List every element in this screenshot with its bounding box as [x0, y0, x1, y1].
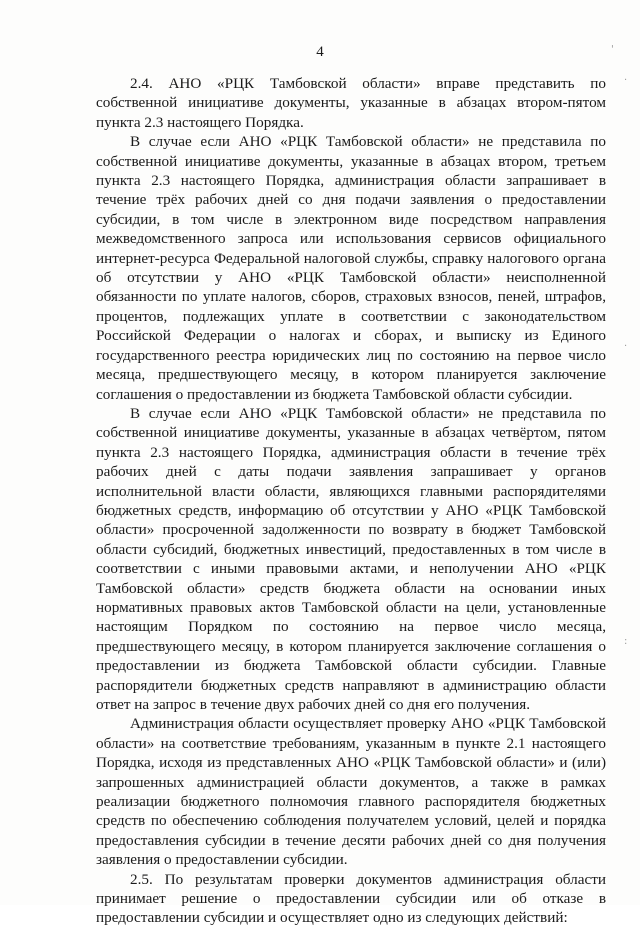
scan-speck: :: [624, 636, 628, 647]
paragraph-request-debt-info: В случае если АНО «РЦК Тамбовской области» не представила по собственной инициативе документы, указанные в абзацах четвёртом, пятом пункта 2.3 настоящего Порядка, администрация области в течение трёх рабочих дней с даты подачи заявления запрашивает у органов исполнительной власти области, являющихся главными распорядителями бюджетных средств, информацию об отсутствии у АНО «РЦК Тамбовской области» просроченной задолженности по возврату в бюджет Тамбовской области субсидий, бюджетных инвестиций, предоставленных в том числе в соответствии с иными правовыми актами, и неполучении АНО «РЦК Тамбовской области» средств бюджета области на основании иных нормативных правовых актов Тамбовской области на цели, установленные настоящим Порядком по состоянию на первое число месяца, предшествующего месяцу, в котором планируется заключение соглашения о предоставлении из бюджета Тамбовской области субсидии. Главные распорядители бюджетных средств направляют в администрацию области ответ на запрос в течение двух рабочих дней со дня его получения.: [96, 404, 606, 713]
scan-speck: .: [624, 72, 628, 83]
scan-speck: .: [624, 338, 628, 349]
paragraph-2-4: 2.4. АНО «РЦК Тамбовской области» вправе представить по собственной инициативе документы, указанные в абзацах втором-пятом пункта 2.3 настоящего Порядка.: [96, 75, 606, 131]
page-number: 4: [316, 44, 324, 60]
paragraph-verification: Администрация области осуществляет проверку АНО «РЦК Тамбовской области» на соответствие требованиям, указанным в пункте 2.1 настоящего Порядка, исходя из представленных АНО «РЦК Тамбовской области» и (или) запрошенных администрацией области документов, а также в рамках реализации бюджетного полномочия главного распорядителя бюджетных средств по обеспечению соблюдения получателем условий, целей и порядка предоставления субсидии в течение десяти рабочих дней со дня получения заявления о предоставлении субсидии.: [96, 715, 606, 869]
paragraph-2-5: 2.5. По результатам проверки документов администрация области принимает решение о предоставлении субсидии или об отказе в предоставлении субсидии и осуществляет одно из следующих действий:: [96, 870, 606, 927]
scan-speck: ': [611, 44, 614, 55]
paragraph-request-tax-info: В случае если АНО «РЦК Тамбовской области» не представила по собственной инициативе документы, указанные в абзацах втором, третьем пункта 2.3 настоящего Порядка, администрация области запрашивает в течение трёх рабочих дней со дня подачи заявления о предоставлении субсидии, в том числе в электронном виде посредством направления межведомственного запроса или использования сервисов официального интернет-ресурса Федеральной налоговой службы, справку налогового органа об отсутствии у АНО «РЦК Тамбовской области» неисполненной обязанности по уплате налогов, сборов, страховых взносов, пеней, штрафов, процентов, подлежащих уплате в соответствии с законодательством Российской Федерации о налогах и сборах, и выписку из Единого государственного реестра юридических лиц по состоянию на первое число месяца, предшествующего месяцу, в котором планируется заключение соглашения о предоставлении из бюджета Тамбовской области субсидии.: [96, 133, 606, 403]
document-body: [96, 74, 606, 928]
